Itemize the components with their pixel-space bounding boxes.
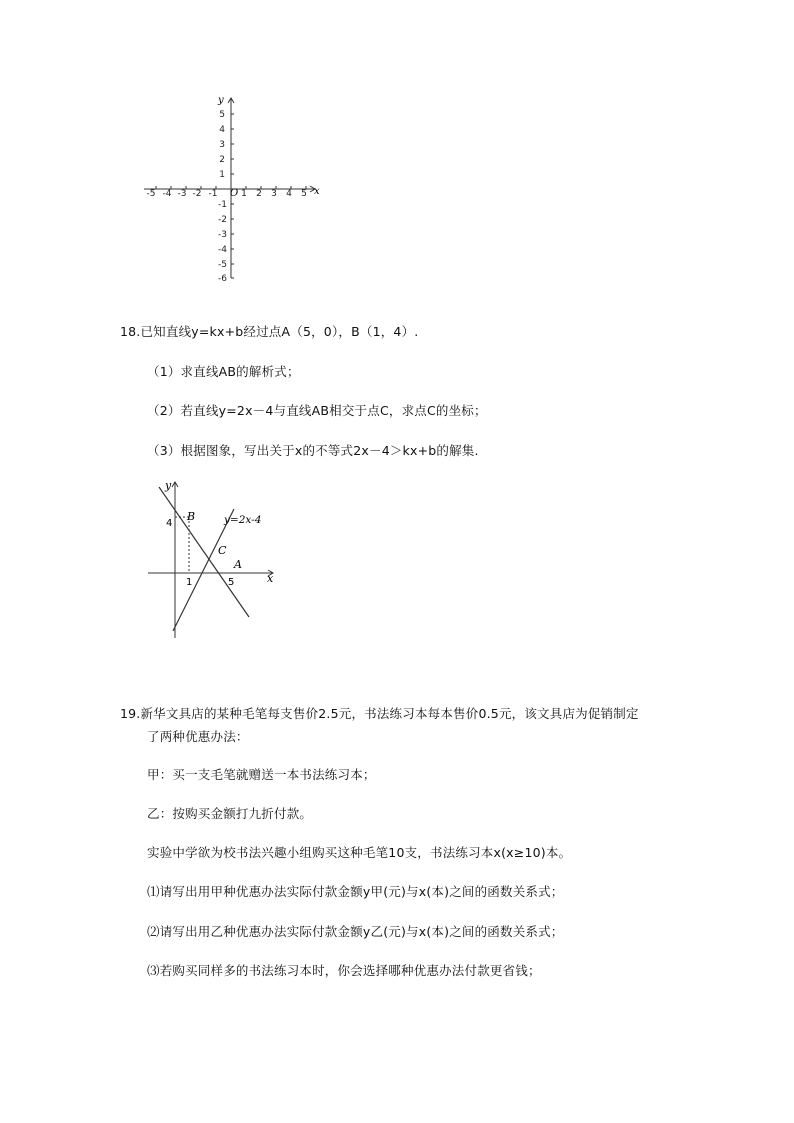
q19-context: 实验中学欲为校书法兴趣小组购买这种毛笔10支，书法练习本x(x≥10)本。 bbox=[147, 845, 572, 860]
y-tick-label: -3 bbox=[218, 230, 227, 240]
line-label: y=2x-4 bbox=[224, 514, 262, 526]
y-tick-label: -2 bbox=[218, 215, 227, 225]
y-tick-label: 1 bbox=[219, 170, 225, 180]
q19-option-yi: 乙：按购买金额打九折付款。 bbox=[147, 806, 313, 821]
q18-line-graph bbox=[145, 476, 280, 642]
q19-stem-line-1: 19.新华文具店的某种毛笔每支售价2.5元，书法练习本每本售价0.5元，该文具店为促销制定 bbox=[120, 706, 639, 721]
x-tick-label: -5 bbox=[146, 189, 156, 199]
y-tick-label: 5 bbox=[219, 110, 225, 120]
point-c-label: C bbox=[218, 544, 227, 557]
x-tick-label: 5 bbox=[301, 189, 307, 199]
q19-part-1: ⑴请写出用甲种优惠办法实际付款金额y甲(元)与x(本)之间的函数关系式； bbox=[147, 884, 564, 899]
x-tick-label: -4 bbox=[162, 189, 172, 199]
blank-coordinate-grid bbox=[140, 92, 330, 282]
x-tick-label: 1 bbox=[241, 189, 247, 199]
q18-part-1: （1）求直线AB的解析式； bbox=[147, 364, 300, 379]
point-b-label: B bbox=[187, 510, 196, 523]
x-axis-label: x bbox=[267, 572, 274, 585]
x-tick-label: -2 bbox=[192, 189, 202, 199]
x-tick-label: 3 bbox=[271, 189, 277, 199]
line-ab bbox=[159, 487, 249, 617]
x-tick-label: -1 bbox=[208, 189, 218, 199]
y-tick-label: -5 bbox=[218, 260, 227, 270]
y-tick-label: 3 bbox=[219, 140, 225, 150]
tick-label-4: 4 bbox=[166, 518, 173, 529]
q19-part-3: ⑶若购买同样多的书法练习本时，你会选择哪种优惠办法付款更省钱； bbox=[147, 963, 541, 978]
origin-label: O bbox=[230, 188, 239, 199]
x-tick-label: 4 bbox=[286, 189, 292, 199]
q18-part-3: （3）根据图象，写出关于x的不等式2x－4＞kx+b的解集. bbox=[147, 443, 479, 458]
q19-part-2: ⑵请写出用乙种优惠办法实际付款金额y乙(元)与x(本)之间的函数关系式； bbox=[147, 924, 564, 939]
y-tick-label: 4 bbox=[219, 125, 225, 135]
point-a-label: A bbox=[234, 558, 242, 571]
x-axis-label: x bbox=[314, 186, 320, 197]
y-tick-label: -4 bbox=[218, 245, 227, 255]
q18-stem: 18.已知直线y=kx+b经过点A（5，0），B（1，4）. bbox=[120, 324, 419, 339]
y-tick-label: 2 bbox=[219, 155, 225, 165]
q19-stem-line-2: 了两种优惠办法： bbox=[147, 729, 249, 744]
q18-part-2: （2）若直线y=2x－4与直线AB相交于点C，求点C的坐标； bbox=[147, 403, 487, 418]
y-tick-label: -1 bbox=[218, 200, 227, 210]
line-y-2x-4 bbox=[173, 509, 234, 631]
x-tick-label: 2 bbox=[256, 189, 262, 199]
y-axis-label: y bbox=[218, 95, 224, 106]
y-tick-label: -6 bbox=[218, 274, 227, 282]
x-tick-label: -3 bbox=[177, 189, 187, 199]
tick-label-5: 5 bbox=[228, 577, 235, 588]
tick-label-1: 1 bbox=[186, 577, 193, 588]
y-axis-label: y bbox=[165, 479, 172, 492]
q19-option-jia: 甲：买一支毛笔就赠送一本书法练习本； bbox=[147, 767, 376, 782]
